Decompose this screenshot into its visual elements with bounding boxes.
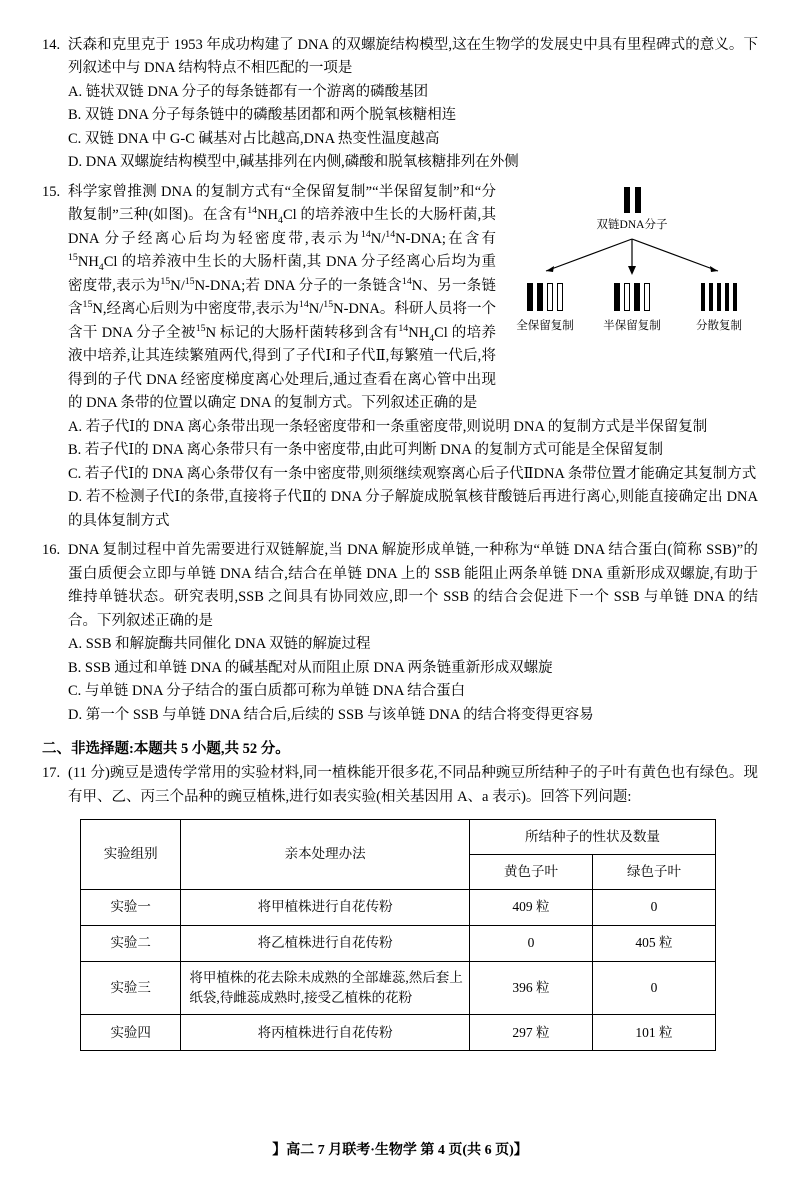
dna-band-light (547, 283, 553, 311)
q15-part-3: N/ (370, 230, 386, 247)
isotope-15: 15 (323, 299, 334, 311)
question-14 (42, 34, 758, 175)
question-14-number: 14. (42, 37, 61, 53)
question-15-option-c: C. 若子代Ⅰ的 DNA 离心条带仅有一条中密度带,则须继续观察离心后子代ⅡDNA 条带位置才能确定其复制方式 (68, 465, 757, 482)
q15-part-4: N-DNA; (395, 230, 446, 247)
dna-band (733, 283, 737, 311)
q15-part-6: NH (77, 254, 99, 271)
question-15-option-b: B. 若子代Ⅰ的 DNA 离心条带只有一条中密度带,由此可判断 DNA 的复制方式可能是全保留复制 (68, 442, 663, 459)
isotope-14: 14 (247, 205, 258, 217)
row-treatment: 将甲植株的花去除未成熟的全部雄蕊,然后套上纸袋,待雌蕊成熟时,接受乙植株的花粉 (181, 961, 470, 1015)
isotope-14: 14 (360, 229, 371, 241)
q15-part-16: NH (408, 324, 430, 341)
header-yellow: 黄色子叶 (469, 854, 592, 889)
isotope-14: 14 (398, 322, 409, 334)
question-16-option-b: B. SSB 通过和单链 DNA 的碱基配对从而阻止原 DNA 两条链重新形成双螺旋 (68, 659, 553, 676)
question-15-number: 15. (42, 183, 61, 200)
dna-band-light (624, 283, 630, 311)
dna-band (725, 283, 729, 311)
figure-semiconservative (593, 283, 671, 336)
question-17-stem: (11 分)豌豆是遗传学常用的实验材料,同一植株能开很多花,不同品种豌豆所结种子的子叶有黄色也有绿色。现有甲、乙、丙三个品种的豌豆植株,进行如表实验(相关基因用 A、a 表示)。回答下列问题: (68, 765, 758, 805)
q15-part-0: 科学家曾推测 DNA 的复制方式有“全保留复制”“半保留复制”和“分散复制”三种(如图)。在含有 (68, 183, 496, 224)
row-green: 0 (592, 889, 715, 925)
question-14-option-d: D. DNA 双螺旋结构模型中,碱基排列在内侧,磷酸和脱氧核糖排列在外侧 (68, 154, 519, 171)
question-16 (42, 539, 758, 727)
experiment-table (80, 819, 716, 1051)
section-2-heading: 二、非选择题:本题共 5 小题,共 52 分。 (42, 741, 290, 758)
dna-band (635, 187, 641, 213)
question-15-option-a: A. 若子代Ⅰ的 DNA 离心条带出现一条轻密度带和一条重密度带,则说明 DNA 的复制方式是半保留复制 (68, 418, 708, 435)
dna-band-light (557, 283, 563, 311)
row-yellow: 297 粒 (469, 1015, 592, 1051)
row-group: 实验二 (81, 925, 181, 961)
figure-conservative (506, 283, 584, 336)
header-group: 实验组别 (81, 820, 181, 890)
question-16-option-a: A. SSB 和解旋酶共同催化 DNA 双链的解旋过程 (68, 636, 371, 653)
row-yellow: 0 (469, 925, 592, 961)
question-16-stem: DNA 复制过程中首先需要进行双链解旋,当 DNA 解旋形成单链,一种称为“单链 DNA 结合蛋白(简称 SSB)”的蛋白质便会立即与单链 DNA 结合,结合在单链 DNA 上的 SSB 能阻止两条单链 DNA 重新形成双螺旋,有助于维持单链状态。研究表明,SSB 之间具有协同效应,即一个 SSB 的结合会促进下一个 SSB 与单链 DNA 的结合。下列叙述正确的是 (68, 542, 758, 629)
dna-band (717, 283, 721, 311)
q15-part-13: N/ (308, 301, 324, 318)
dna-band (527, 283, 533, 311)
q15-part-5: 在含有 (445, 230, 497, 247)
header-treatment: 亲本处理办法 (181, 820, 470, 890)
table-row (81, 1015, 716, 1051)
row-treatment: 将甲植株进行自花传粉 (181, 889, 470, 925)
isotope-14: 14 (385, 229, 396, 241)
row-group: 实验三 (81, 961, 181, 1015)
question-16-option-c: C. 与单链 DNA 分子结合的蛋白质都可称为单链 DNA 结合蛋白 (68, 683, 466, 700)
dna-band (634, 283, 640, 311)
table-row (81, 961, 716, 1015)
row-green: 0 (592, 961, 715, 1015)
arrow-lines-icon (506, 237, 758, 281)
dna-replication-figure (506, 187, 758, 335)
isotope-15: 15 (82, 299, 93, 311)
table-row (81, 925, 716, 961)
row-treatment: 将乙植株进行自花传粉 (181, 925, 470, 961)
subscript-4: 4 (98, 262, 104, 274)
q15-part-1: NH (257, 207, 279, 224)
header-results: 所结种子的性状及数量 (469, 820, 715, 855)
question-14-option-a: A. 链状双链 DNA 分子的每条链都有一个游离的磷酸基团 (68, 83, 429, 100)
q15-part-11: N、另一条链含 (68, 277, 496, 318)
table-row (81, 889, 716, 925)
question-16-number: 16. (42, 542, 61, 559)
isotope-15: 15 (184, 276, 195, 288)
q15-part-10: 若 DNA 分子的一条链含 (245, 277, 402, 294)
q15-part-14: N-DNA。科研人员将一个含干 DNA 分子全被 (68, 301, 496, 341)
figure-caption-conservative: 全保留复制 (516, 319, 574, 332)
figure-top-label: 双链DNA分子 (596, 218, 668, 231)
isotope-15: 15 (68, 252, 78, 264)
q15-part-17: Cl 的培养液中培养,让其连续繁殖两代,得到了子代Ⅰ和子代Ⅱ,每繁殖一代后,将得到的子代 DNA 经密度梯度离心处理后,通过查看在离心管中出现的 DNA 条带的位置以确定 DNA 的复制方式。下列叙述正确的是 (68, 324, 496, 412)
subscript-4: 4 (278, 215, 283, 227)
q15-part-7: Cl 的培养液中生长的大肠杆菌,其 DNA 分子经离心后均为重密度带,表示为 (68, 254, 496, 294)
header-green: 绿色子叶 (592, 854, 715, 889)
page-content (42, 34, 758, 1053)
question-17-number: 17. (42, 765, 61, 782)
isotope-15: 15 (160, 276, 171, 288)
figure-caption-dispersive: 分散复制 (696, 319, 742, 332)
dna-band (701, 283, 705, 311)
page-footer: 】高二 7 月联考·生物学 第 4 页(共 6 页)】 (272, 1143, 528, 1158)
row-yellow: 409 粒 (469, 889, 592, 925)
isotope-14: 14 (298, 299, 309, 311)
figure-caption-semiconservative: 半保留复制 (603, 319, 661, 332)
q15-part-15: N 标记的大肠杆菌转移到含有 (205, 324, 399, 341)
row-green: 101 粒 (592, 1015, 715, 1051)
question-17 (42, 762, 758, 1051)
figure-arrows (506, 237, 758, 281)
dna-band (537, 283, 543, 311)
question-14-option-c: C. 双链 DNA 中 G-C 碱基对占比越高,DNA 热变性温度越高 (68, 130, 440, 147)
dna-band (709, 283, 713, 311)
q15-part-12: N,经离心后则为中密度带,表示为 (92, 301, 299, 318)
question-14-stem: 沃森和克里克于 1953 年成功构建了 DNA 的双螺旋结构模型,这在生物学的发展史中具有里程碑式的意义。下列叙述中与 DNA 结构特点不相匹配的一项是 (68, 37, 758, 77)
figure-dispersive (680, 283, 758, 336)
isotope-15: 15 (195, 322, 206, 334)
row-treatment: 将丙植株进行自花传粉 (181, 1015, 470, 1051)
q15-part-9: N-DNA; (194, 277, 246, 294)
question-14-option-b: B. 双链 DNA 分子每条链中的磷酸基团都和两个脱氧核糖相连 (68, 107, 457, 124)
dna-band (624, 187, 630, 213)
row-group: 实验一 (81, 889, 181, 925)
dna-band (614, 283, 620, 311)
isotope-14: 14 (401, 276, 412, 288)
row-group: 实验四 (81, 1015, 181, 1051)
figure-parent-dna-bands (506, 187, 758, 213)
table-header-row (81, 820, 716, 855)
dna-band-light (644, 283, 650, 311)
question-16-option-d: D. 第一个 SSB 与单链 DNA 结合后,后续的 SSB 与该单链 DNA 的结合将变得更容易 (68, 706, 594, 723)
q15-part-2: Cl 的培养液中生长的大肠杆菌,其 DNA 分子经离心后均为轻密度带,表示为 (68, 207, 497, 247)
row-green: 405 粒 (592, 925, 715, 961)
row-yellow: 396 粒 (469, 961, 592, 1015)
question-15 (42, 181, 758, 533)
q15-part-8: N/ (170, 277, 185, 294)
subscript-4: 4 (429, 332, 435, 344)
question-15-option-d: D. 若不检测子代Ⅰ的条带,直接将子代Ⅱ的 DNA 分子解旋成脱氧核苷酸链后再进行离心,则能直接确定出 DNA 的具体复制方式 (68, 489, 758, 529)
question-15-stem (68, 181, 496, 416)
